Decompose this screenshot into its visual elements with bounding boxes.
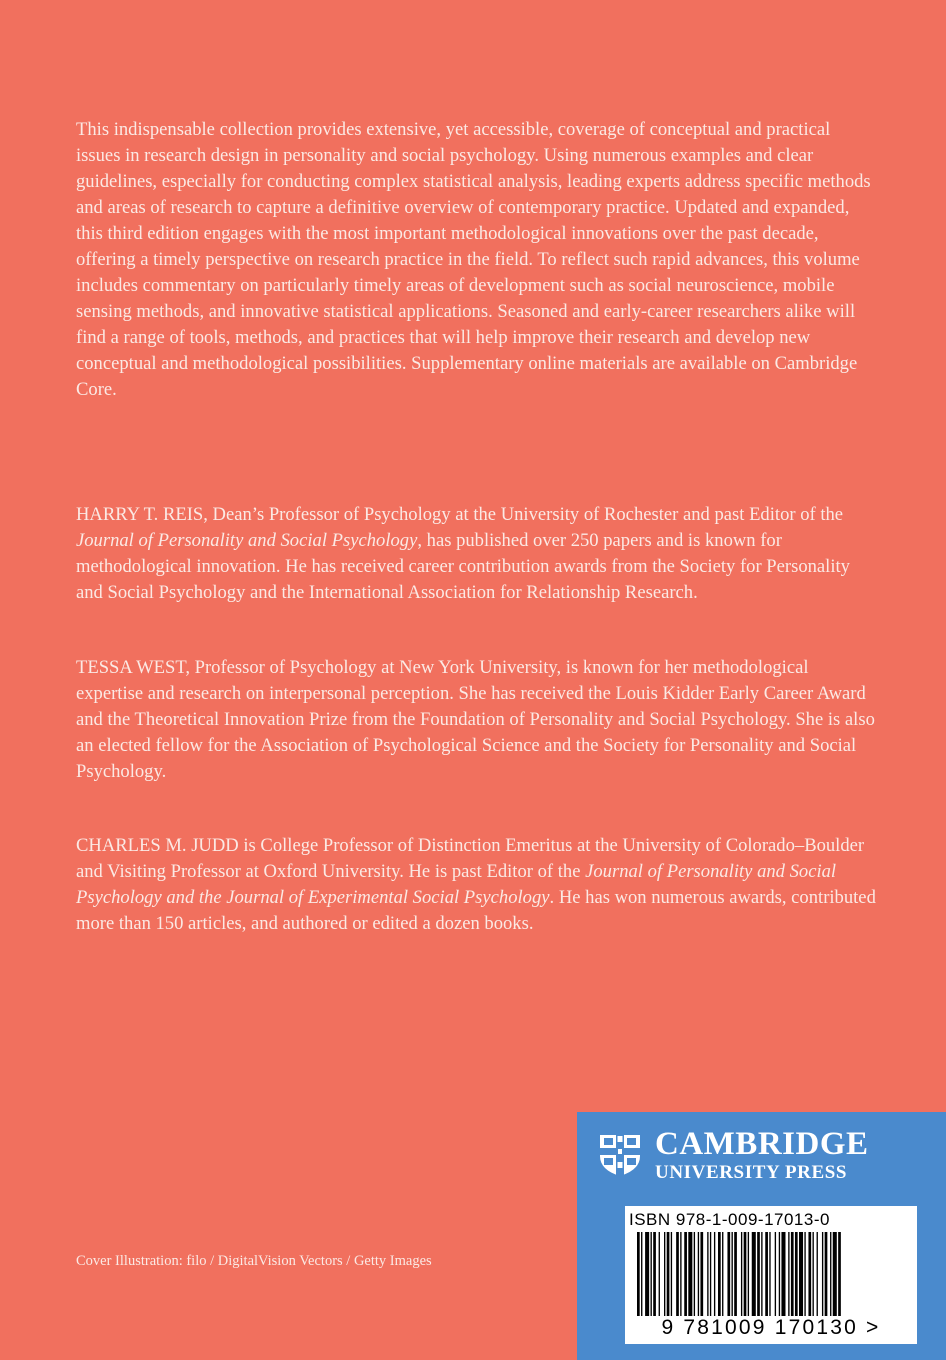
author-bio-judd: [76, 833, 876, 937]
barcode-box: [625, 1206, 917, 1344]
cover-credit: Cover Illustration: filo / DigitalVision Vectors / Getty Images: [76, 1253, 432, 1269]
isbn-label: ISBN 978-1-009-17013-0: [629, 1210, 830, 1229]
bio-reis-text-1: HARRY T. REIS, Dean’s Professor of Psychology at the University of Rochester and past Editor of the: [76, 504, 844, 525]
cambridge-crest-icon: [597, 1132, 643, 1178]
barcode-icon: [637, 1232, 905, 1316]
bio-judd-journal: Journal of Personality and Social Psychology and the Journal of Experimental Social Psychology: [76, 861, 837, 908]
publisher-panel: [577, 1112, 946, 1360]
publisher-logo: [597, 1128, 869, 1182]
publisher-name-line2: UNIVERSITY PRESS: [655, 1162, 848, 1183]
barcode-digits: 9 781009 170130 >: [661, 1316, 881, 1339]
blurb-paragraph: This indispensable collection provides extensive, yet accessible, coverage of conceptual and practical issues in research design in personality and social psychology. Using numerous examples and clear guidelines, especially for conducting complex statistical analysis, leading experts address specific methods and areas of research to capture a definitive overview of contemporary practice. Updated and expanded, this third edition engages with the most important methodological innovations over the past decade, offering a timely perspective on research practice in the field. To reflect such rapid advances, this volume includes commentary on particularly timely areas of development such as social neuroscience, mobile sensing methods, and innovative statistical applications. Seasoned and early-career researchers alike will find a range of tools, methods, and practices that will help improve their research and develop new conceptual and methodological possibilities. Supplementary online materials are available on Cambridge Core.: [76, 119, 871, 400]
publisher-name-line1: CAMBRIDGE: [655, 1126, 869, 1162]
publisher-wordmark: [655, 1128, 869, 1182]
bio-reis-paragraph: [76, 502, 876, 606]
bio-judd-text-1: CHARLES M. JUDD is College Professor of Distinction Emeritus at the University of Colorado–Boulder and Visiting Professor at Oxford University. He is past Editor of the: [76, 835, 865, 882]
bio-judd-text-2: . He has won numerous awards, contributed more than 150 articles, and authored or edited a dozen books.: [76, 887, 876, 934]
author-bio-west: [76, 655, 876, 785]
bio-west-paragraph: TESSA WEST, Professor of Psychology at New York University, is known for her methodological expertise and research on interpersonal perception. She has received the Louis Kidder Early Career Award and the Theoretical Innovation Prize from the Foundation of Personality and Social Psychology. She is also an elected fellow for the Association of Psychological Science and the Society for Personality and Social Psychology.: [76, 657, 875, 782]
book-blurb: [76, 117, 876, 403]
bio-reis-journal: Journal of Personality and Social Psychology: [76, 530, 418, 551]
bio-reis-text-2: , has published over 250 papers and is known for methodological innovation. He has received career contribution awards from the Society for Personality and Social Psychology and the International Association for Relationship Research.: [76, 530, 850, 603]
author-bio-reis: [76, 502, 876, 606]
bio-judd-paragraph: [76, 833, 876, 937]
